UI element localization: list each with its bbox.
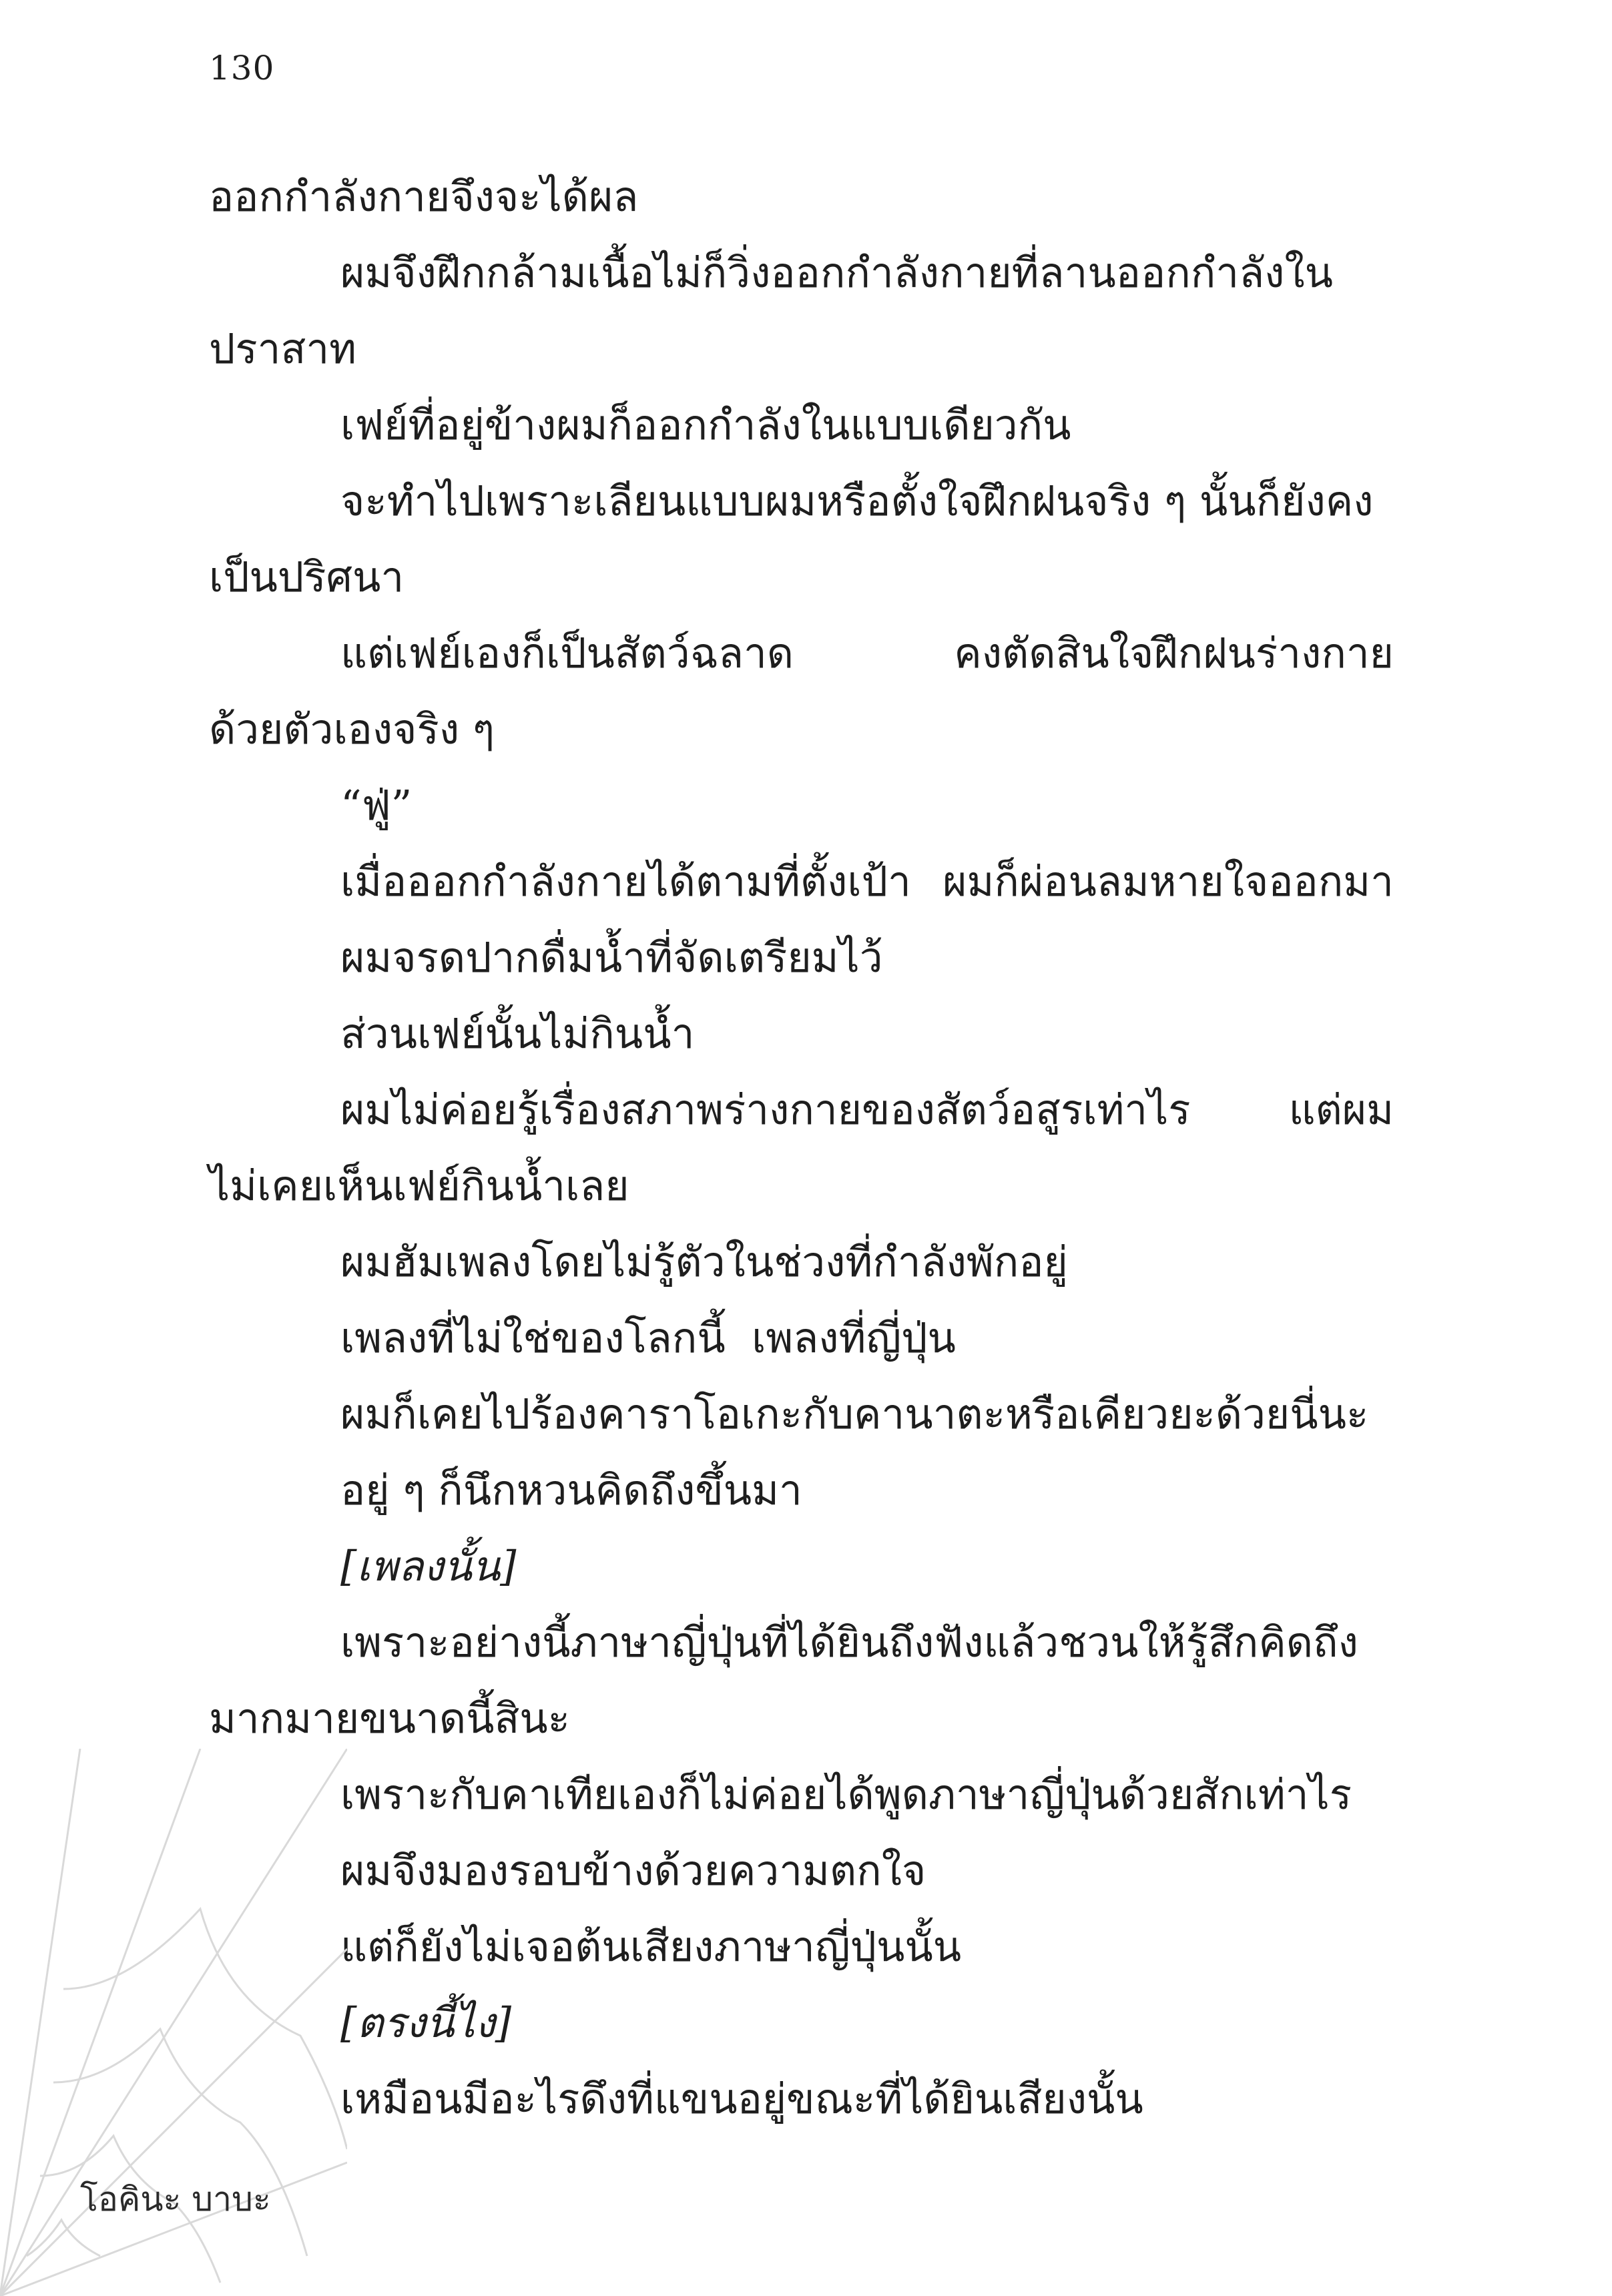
text-line	[209, 615, 1394, 691]
text-line: เหมือนมีอะไรดึงที่แขนอยู่ขณะที่ได้ยินเสียงนั้น	[340, 2074, 1143, 2123]
text-segment: ผมก็ผ่อนลมหายใจออกมา	[943, 857, 1394, 906]
text-line: เพราะอย่างนี้ภาษาญี่ปุ่นที่ได้ยินถึงฟังแล้วชวนให้รู้สึกคิดถึง	[340, 1618, 1358, 1667]
text-line	[209, 1300, 1394, 1376]
text-line	[209, 844, 1394, 920]
text-line: “ฟู่”	[340, 781, 413, 830]
text-line: ออกกำลังกายจึงจะได้ผล	[209, 172, 639, 221]
text-line: [เพลงนั้น]	[340, 1542, 517, 1591]
text-line: มากมายขนาดนี้สินะ	[209, 1694, 570, 1743]
page-number: 130	[209, 49, 275, 87]
text-line: ปราสาท	[209, 324, 356, 373]
text-line: เฟย์ที่อยู่ข้างผมก็ออกกำลังในแบบเดียวกัน	[340, 400, 1071, 449]
book-author: โอคินะ บาบะ	[80, 2180, 271, 2219]
text-line: ด้วยตัวเองจริง ๆ	[209, 705, 495, 754]
text-line: ผมก็เคยไปร้องคาราโอเกะกับคานาตะหรือเคียวยะด้วยนี่นะ	[340, 1390, 1369, 1438]
text-line: ส่วนเฟย์นั้นไม่กินน้ำ	[340, 1009, 695, 1058]
text-line: ผมจึงมองรอบข้างด้วยความตกใจ	[340, 1846, 926, 1895]
text-line: ผมจรดปากดื่มน้ำที่จัดเตรียมไว้	[340, 933, 883, 982]
text-segment: แต่เฟย์เองก็เป็นสัตว์ฉลาด	[340, 629, 794, 677]
text-line: ผมฮัมเพลงโดยไม่รู้ตัวในช่วงที่กำลังพักอยู่	[340, 1237, 1068, 1286]
text-segment: ผมไม่ค่อยรู้เรื่องสภาพร่างกายของสัตว์อสูรเท่าไร	[340, 1085, 1191, 1134]
text-line: แต่ก็ยังไม่เจอต้นเสียงภาษาญี่ปุ่นนั้น	[340, 1922, 962, 1971]
text-segment: เพลงที่ไม่ใช่ของโลกนี้	[340, 1314, 726, 1362]
text-line: จะทำไปเพราะเลียนแบบผมหรือตั้งใจฝึกฝนจริง ๆ นั้นก็ยังคง	[340, 477, 1374, 525]
text-segment: เพลงที่ญี่ปุ่น	[752, 1314, 956, 1362]
text-line: เป็นปริศนา	[209, 553, 405, 601]
text-line: [ตรงนี้ไง]	[340, 1998, 512, 2047]
text-line: ผมจึงฝึกกล้ามเนื้อไม่ก็วิ่งออกกำลังกายที่ลานออกกำลังใน	[340, 248, 1334, 297]
text-segment: เมื่อออกกำลังกายได้ตามที่ตั้งเป้า	[340, 857, 911, 906]
text-line: เพราะกับคาเทียเองก็ไม่ค่อยได้พูดภาษาญี่ปุ่นด้วยสักเท่าไร	[340, 1770, 1352, 1819]
text-segment: คงตัดสินใจฝึกฝนร่างกาย	[954, 629, 1394, 677]
text-body	[209, 159, 1394, 2137]
text-line	[209, 1072, 1394, 1148]
text-line: อยู่ ๆ ก็นึกหวนคิดถึงขึ้นมา	[340, 1466, 802, 1514]
text-line: ไม่เคยเห็นเฟย์กินน้ำเลย	[209, 1161, 629, 1210]
text-segment: แต่ผม	[1288, 1085, 1394, 1134]
